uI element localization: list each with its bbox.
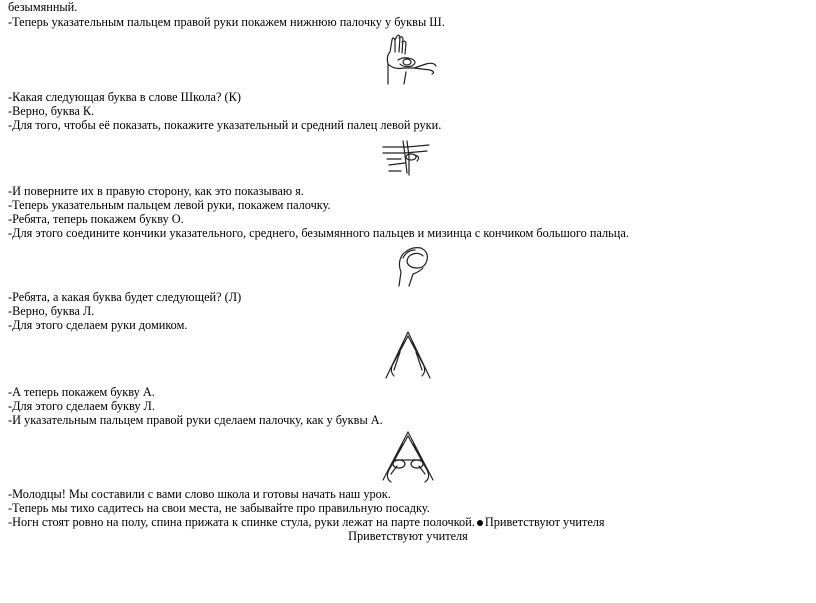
hand-sign-letter-l-icon: [382, 330, 434, 382]
text-line: -Молодцы! Мы составили с вами слово школа и готовы начать наш урок.: [8, 487, 391, 501]
text-line: -Верно, буква К.: [8, 104, 95, 118]
text-segment: -Ногн стоят ровно на полу, спина прижата к спинке стула, руки лежат на парте полочкой.: [8, 515, 475, 529]
text-line: -Для того, чтобы её показать, покажите указательный и средний палец левой руки.: [8, 118, 442, 132]
text-line: -И поверните их в правую сторону, как это показываю я.: [8, 184, 304, 198]
text-line: -Для этого сделаем руки домиком.: [8, 318, 188, 332]
text-line: -Ребята, а какая буква будет следующей? (Л): [8, 290, 242, 304]
text-line: -Для этого соедините кончики указательного, среднего, безымянного пальцев и мизинца с кончиком большого пальца.: [8, 226, 629, 240]
text-line: -Ребята, теперь покажем букву О.: [8, 212, 184, 226]
hand-sign-letter-k-icon: [381, 137, 433, 177]
text-line: -Теперь указательным пальцем левой руки, покажем палочку.: [8, 198, 331, 212]
text-line: -Какая следующая буква в слове Школа? (К): [8, 90, 241, 104]
hand-sign-letter-o-icon: [393, 242, 433, 288]
text-line: [8, 515, 605, 529]
text-line: -А теперь покажем букву А.: [8, 385, 155, 399]
hand-sign-letter-a-icon: [377, 430, 439, 486]
text-line: -Теперь указательным пальцем правой руки покажем нижнюю палочку у буквы Ш.: [8, 15, 445, 29]
centered-line: Приветствуют учителя: [348, 529, 468, 543]
bullet-icon: [477, 520, 483, 526]
text-line: -Теперь мы тихо садитесь на свои места, не забывайте про правильную посадку.: [8, 501, 430, 515]
text-line: -Для этого сделаем букву Л.: [8, 399, 155, 413]
text-line: -И указательным пальцем правой руки сделаем палочку, как у буквы А.: [8, 413, 383, 427]
text-line: -Верно, буква Л.: [8, 304, 95, 318]
text-segment: Приветствуют учителя: [484, 515, 605, 529]
text-line: безымянный.: [8, 0, 78, 14]
hand-sign-letter-sh-icon: [374, 34, 440, 86]
